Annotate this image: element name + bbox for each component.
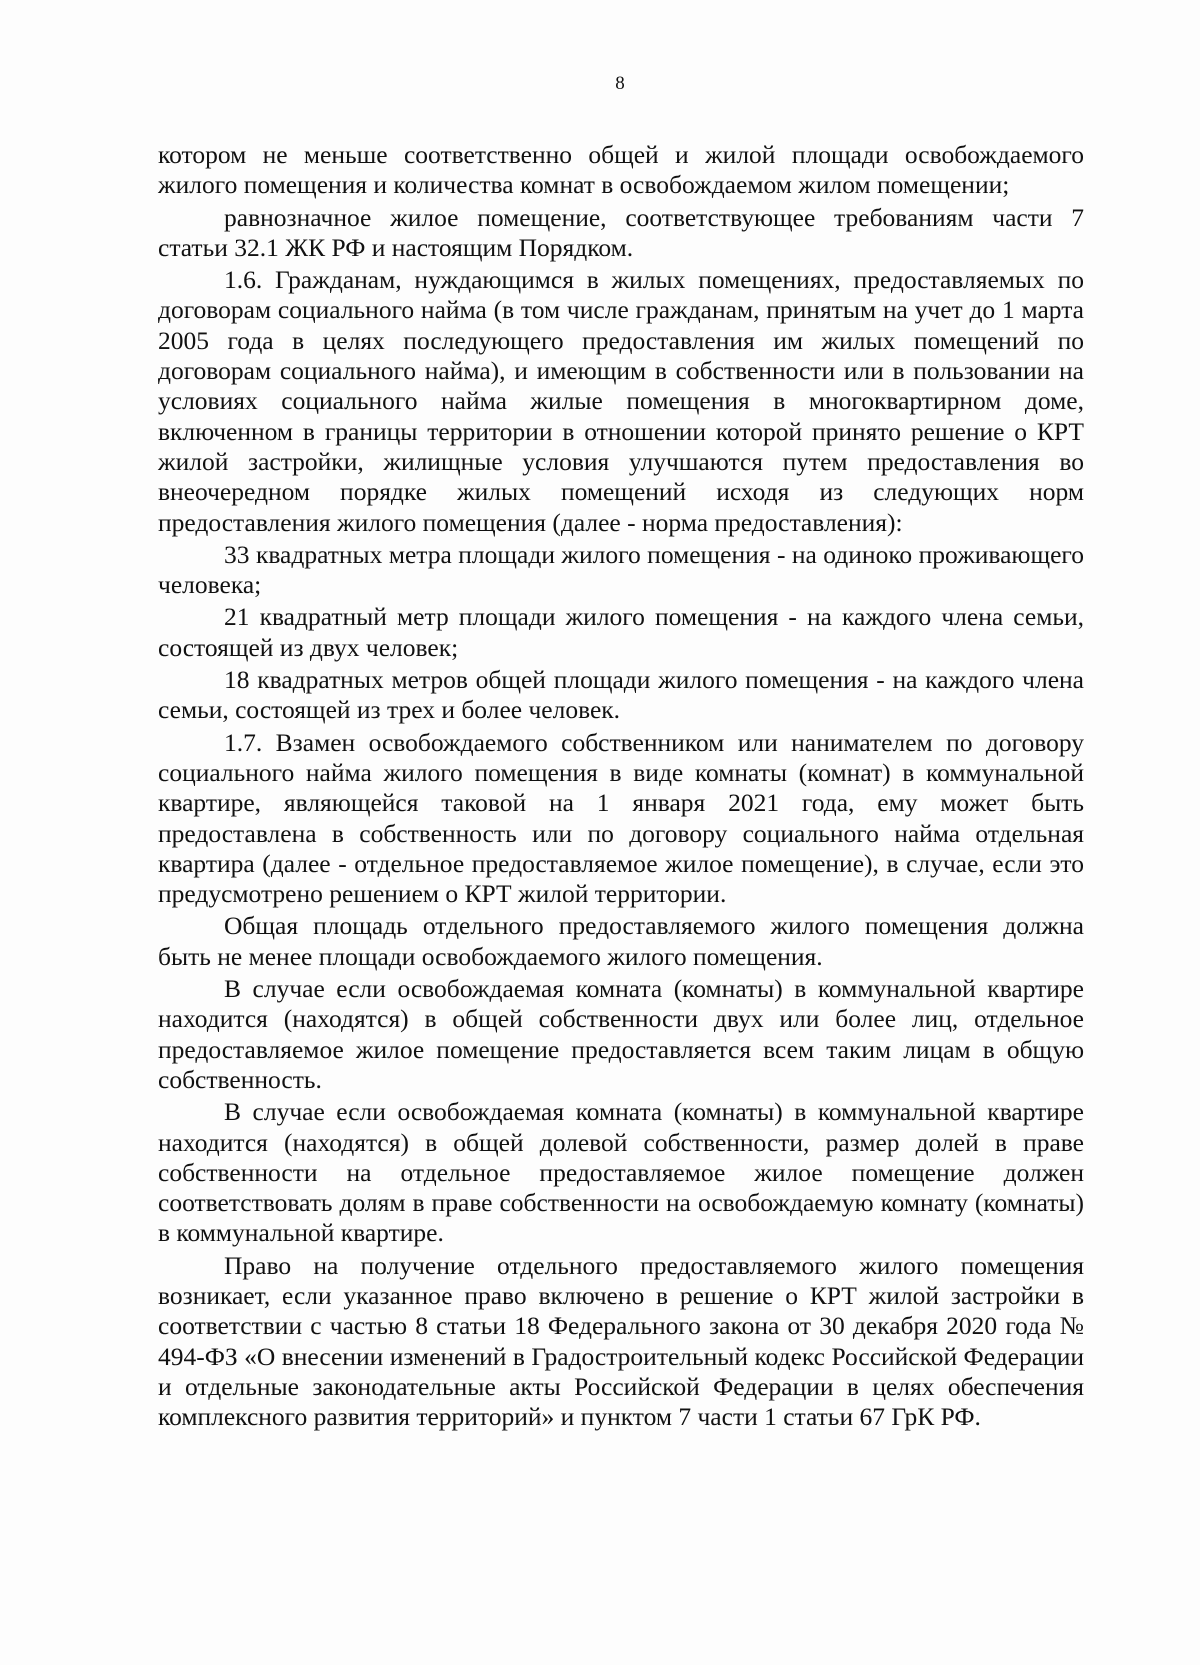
paragraph-norm-18: 18 квадратных метров общей площади жилого помещения - на каждого члена семьи, состоящей из трех и более человек. <box>158 665 1084 725</box>
paragraph-norm-21: 21 квадратный метр площади жилого помещения - на каждого члена семьи, состоящей из двух человек; <box>158 602 1084 662</box>
document-body <box>158 140 1084 1432</box>
paragraph-clause-1-6: 1.6. Гражданам, нуждающимся в жилых помещениях, предоставляемых по договорам социального найма (в том числе гражданам, принятым на учет до 1 марта 2005 года в целях последующего предоставления им жилых помещений по договорам социального найма), и имеющим в собственности или в пользовании на условиях социального найма жилые помещения в многоквартирном доме, включенном в границы территории в отношении которой принято решение о КРТ жилой застройки, жилищные условия улучшаются путем предоставления во внеочередном порядке жилых помещений исходя из следующих норм предоставления жилого помещения (далее - норма предоставления): <box>158 265 1084 537</box>
page-number: 8 <box>615 73 625 94</box>
paragraph-clause-1-7: 1.7. Взамен освобождаемого собственником или нанимателем по договору социального найма жилого помещения в виде комнаты (комнат) в коммунальной квартире, являющейся таковой на 1 января 2021 года, ему может быть предоставлена в собственность или по договору социального найма отдельная квартира (далее - отдельное предоставляемое жилое помещение), в случае, если это предусмотрено решением о КРТ жилой территории. <box>158 727 1084 909</box>
paragraph-norm-33: 33 квадратных метра площади жилого помещения - на одиноко проживающего человека; <box>158 539 1084 600</box>
paragraph-equivalent-housing: равнозначное жилое помещение, соответствующее требованиям части 7 статьи 32.1 ЖК РФ и настоящим Порядком. <box>158 202 1084 262</box>
paragraph-shared-ownership: В случае если освобождаемая комната (комнаты) в коммунальной квартире находится (находятся) в общей долевой собственности, размер долей в праве собственности на отдельное предоставляемое жилое помещение должен соответствовать долям в праве собственности на освобождаемую комнату (комнаты) в коммунальной квартире. <box>158 1097 1084 1248</box>
paragraph-continuation: котором не меньше соответственно общей и жилой площади освобождаемого жилого помещения и количества комнат в освобождаемом жилом помещении; <box>158 140 1084 200</box>
paragraph-right-to-receive: Право на получение отдельного предоставляемого жилого помещения возникает, если указанное право включено в решение о КРТ жилой застройки в соответствии с частью 8 статьи 18 Федерального закона от 30 декабря 2020 года № 494-ФЗ «О внесении изменений в Градостроительный кодекс Российской Федерации и отдельные законодательные акты Российской Федерации в целях обеспечения комплексного развития территорий» и пунктом 7 части 1 статьи 67 ГрК РФ. <box>158 1250 1084 1432</box>
paragraph-common-ownership: В случае если освобождаемая комната (комнаты) в коммунальной квартире находится (находятся) в общей собственности двух или более лиц, отдельное предоставляемое жилое помещение предоставляется всем таким лицам в общую собственность. <box>158 974 1084 1094</box>
paragraph-total-area: Общая площадь отдельного предоставляемого жилого помещения должна быть не менее площади освобождаемого жилого помещения. <box>158 911 1084 971</box>
